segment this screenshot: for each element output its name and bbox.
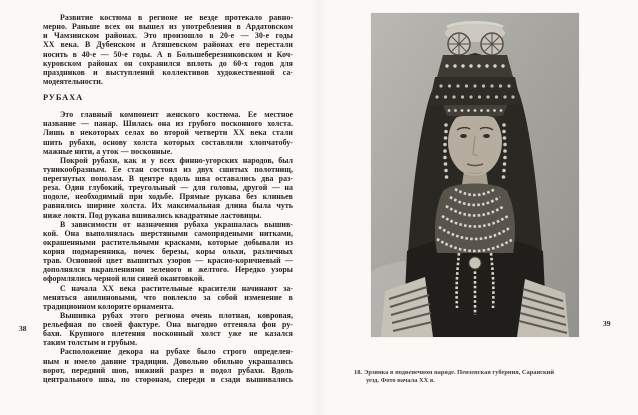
text-line: кой. Она выполнялась шерстяными самопрядеными нитками, [43, 228, 293, 238]
photo-caption [354, 369, 564, 386]
photo-grain-overlay [371, 13, 579, 337]
text-line: Развитие костюма в регионе не везде протекало равно- [60, 13, 293, 22]
text-line: Лишь в некоторых селах во второй четверти XX века стали [43, 128, 293, 138]
paragraph [43, 311, 293, 348]
text-line: дополнялся вкраплениями зеленого и желтого. Нередко узоры [43, 265, 293, 275]
text-line: Покрой рубахи, как и у всех финно-угорских народов, был [60, 155, 293, 165]
text-line: меняться анилиновыми, что повлекло за собой изменение в [43, 292, 293, 302]
text-line: Это главный компонент женского костюма. Ее местное [60, 110, 293, 120]
paragraph [43, 110, 293, 156]
text-line: мажные нити, а уток — посконные. [43, 146, 173, 156]
text-line: реза. Один глубокий, треугольный — для головы, другой — на [43, 183, 293, 193]
text-line: XX века. В Дубенском и Атяшевском районах его перестали [43, 40, 293, 50]
text-line: ниже локтя. Под рукава вшивались квадратные ластовицы. [43, 210, 262, 220]
right-page [319, 0, 638, 415]
paragraph [43, 347, 293, 384]
text-line: равнялись ширине холста. Их максимальная длина была чуть [43, 201, 293, 211]
caption-text-line2: уезд. Фото начала XX в. [366, 377, 435, 385]
caption-text-line1: Эрзянка в подвенечном наряде. Пензенская губерния, Саранский [364, 369, 555, 376]
portrait-photo [371, 13, 579, 337]
text-line: носить в 40-е — 50-е годы. А в Большеберезниковском и Коч- [43, 49, 293, 59]
text-line: и Чамзинском районах. Это произошло в 20-е — 30-е годы [43, 31, 293, 41]
body-text-column [43, 13, 293, 384]
text-line: Расположение декора на рубахе было строго определен- [60, 347, 293, 357]
text-line: таким толстым и грубым. [43, 338, 138, 348]
paragraph [43, 13, 293, 86]
text-line: ным и имело давние традиции. Довольно обильно украшались [43, 356, 293, 366]
text-line: традиционном колорите орнамента. [43, 301, 174, 311]
section-heading: РУБАХА [43, 93, 84, 102]
text-line: туникообразным. Ее стан состоял из двух сшитых полотнищ, [43, 164, 293, 174]
text-line: В зависимости от назначения рубаха украшалась вышив- [60, 219, 293, 229]
caption-line [354, 369, 564, 377]
text-line: подоле, необходимый при ходьбе. Прямые рукава без клиньев [43, 192, 293, 202]
text-line: бахи. Крупного плетения посконный холст уже не казался [43, 329, 293, 339]
text-line: трав. Основной цвет вышитых узоров — красно-коричневый — [43, 256, 293, 266]
text-line: корня подмаренника, почек березы, коры ольхи, различных [43, 247, 293, 256]
text-line: название — панар. Шилась она из грубого посконного холста. [43, 119, 293, 129]
text-line: С начала XX века растительные красители начинают за- [60, 283, 293, 293]
text-line: оформлялись черной или синей окантовкой. [43, 274, 205, 284]
text-line: праздников и выступлений коллективов художественной са- [43, 67, 293, 77]
caption-number: 18. [354, 369, 362, 376]
text-line: ворот, передний шов, нижний разрез и подол рубахи. Вдоль [43, 365, 293, 375]
text-line: Вышивка рубах этого региона очень плотная, ковровая, [60, 310, 293, 320]
text-line: окрашенными растительными красками, которые добывали из [43, 237, 293, 247]
page-number-left: 38 [19, 324, 27, 333]
paragraph [43, 284, 293, 311]
text-line: перегнутых пополам. В центре вдоль шва оставались два раз- [43, 174, 293, 183]
text-line: мерно. Раньше всех он вышел из употребления в Ардатовском [43, 22, 293, 32]
page-number-right: 39 [603, 319, 611, 328]
text-line: куровском районах он сохранился вплоть до 60-х годов для [43, 58, 293, 68]
text-line: центрального шва, по сторонам, спереди и сзади вышивались [43, 374, 293, 384]
paragraph [43, 156, 293, 220]
caption-line [366, 377, 564, 385]
text-line: шить рубахи, основу холста которых составляли хлопчатобу- [43, 137, 293, 147]
text-line: модеятельности. [43, 76, 103, 86]
text-line: рельефная по своей фактуре. Она выгодно оттеняла фон ру- [43, 320, 293, 329]
paragraph [43, 220, 293, 284]
